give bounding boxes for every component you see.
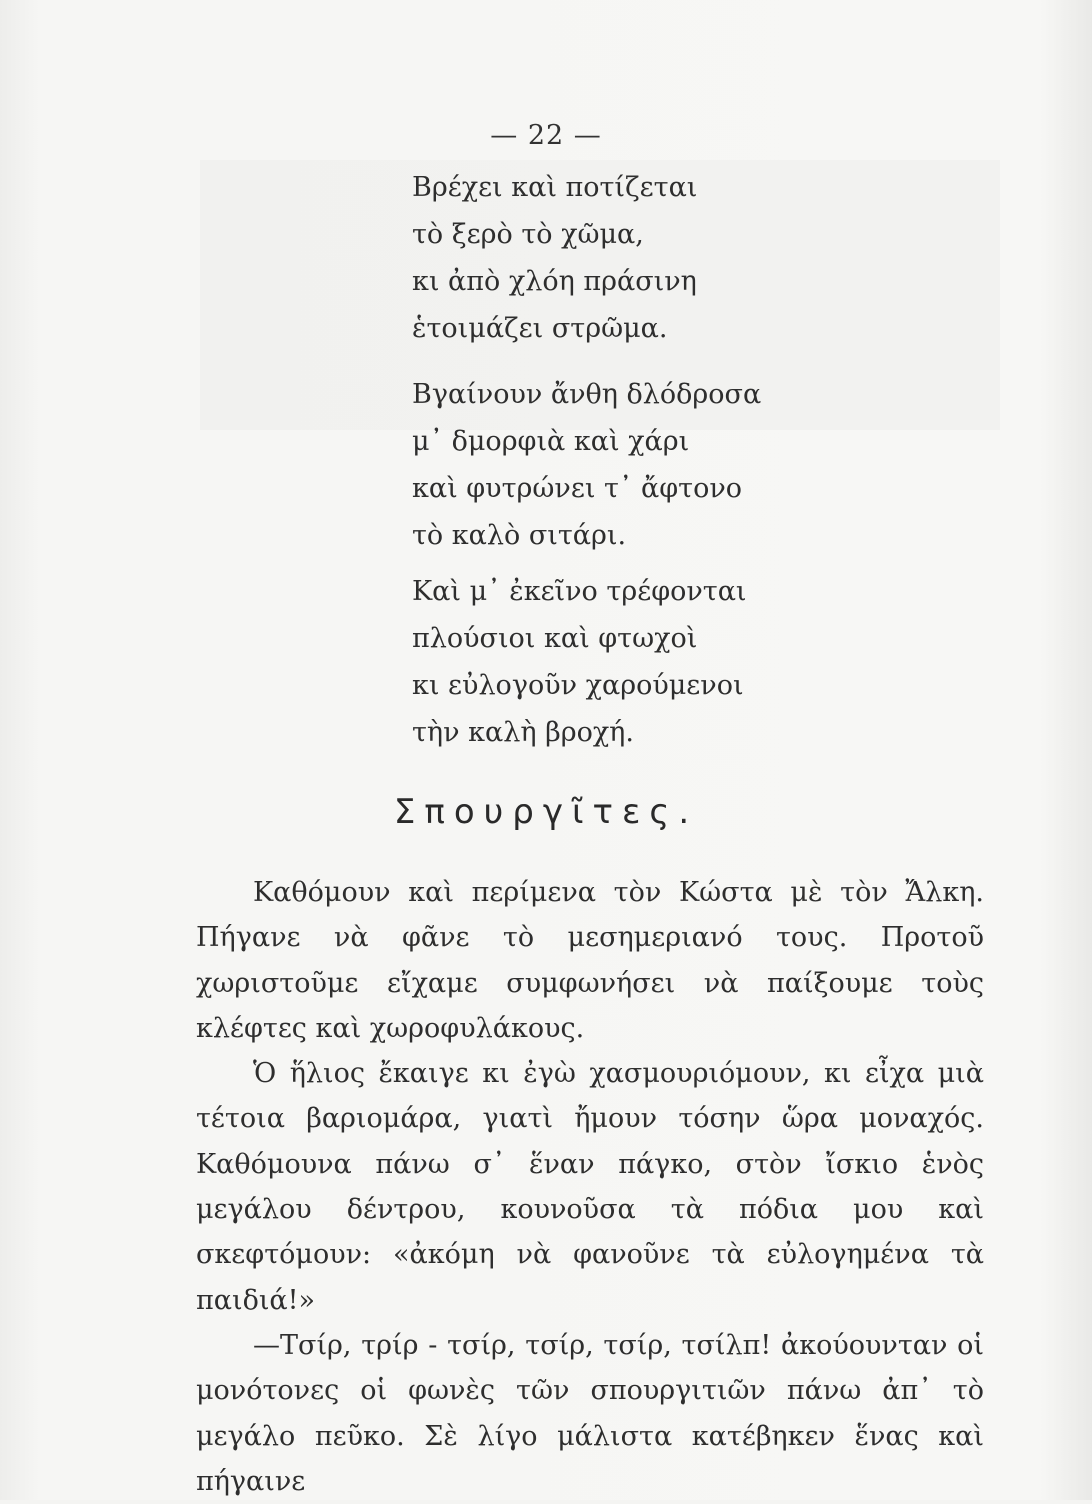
poem-line: Βγαίνουν ἄνθη δλόδροσα <box>412 379 762 410</box>
paragraph-3: —Τσίρ, τρίρ - τσίρ, τσίρ, τσίρ, τσίλπ! ἀκούουνταν οἱ μονότονες οἱ φωνὲς τῶν σπουργιτιῶν πάνω ἀπ᾽ τὸ μεγάλο πεῦκο. Σὲ λίγο μάλιστα κατέβηκεν ἕνας καὶ πήγαινε <box>196 1329 984 1497</box>
paragraph-2: Ὁ ἥλιος ἔκαιγε κι ἐγὼ χασμουριόμουν, κι εἶχα μιὰ τέτοια βαριομάρα, γιατὶ ἤμουν τόσην ὥρα μοναχός. Καθόμουνα πάνω σ᾽ ἕναν πάγκο, στὸν ἴσκιο ἑνὸς μεγάλου δέντρου, κουνοῦσα τὰ πόδια μου καὶ σκεφτόμουν: «ἀκόμη νὰ φανοῦνε τὰ εὐλογημένα τὰ παιδιά!» <box>196 1058 984 1316</box>
page-number: — 22 — <box>490 120 602 151</box>
poem-line: πλούσιοι καὶ φτωχοὶ <box>412 623 698 654</box>
poem-line: Βρέχει καὶ ποτίζεται <box>412 172 698 203</box>
poem-line: τὸ καλὸ σιτάρι. <box>412 520 627 551</box>
poem-stanza-1 <box>412 164 697 352</box>
poem-stanza-3 <box>412 568 747 756</box>
poem-stanza-2 <box>412 371 761 559</box>
poem-line: Καὶ μ᾽ ἐκεῖνο τρέφονται <box>412 576 747 607</box>
paragraph-1: Καθόμουν καὶ περίμενα τὸν Κώστα μὲ τὸν Ἄλκη. Πήγανε νὰ φᾶνε τὸ μεσημεριανό τους. Προτοῦ χωριστοῦμε εἴχαμε συμφωνήσει νὰ παίξουμε τοὺς κλέφτες καὶ χωροφυλάκους. <box>196 877 984 1044</box>
prose-body <box>196 870 984 1504</box>
section-title: Σπουργῖτες. <box>393 792 699 832</box>
poem-line: μ᾽ δμορφιὰ καὶ χάρι <box>412 426 690 457</box>
poem-line: κι εὐλογοῦν χαρούμενοι <box>412 670 744 701</box>
poem-line: ἑτοιμάζει στρῶμα. <box>412 313 668 344</box>
poem-line: τὸ ξερὸ τὸ χῶμα, <box>412 219 644 250</box>
poem-line: κι ἀπὸ χλόη πράσινη <box>412 266 697 297</box>
poem-line: τὴν καλὴ βροχή. <box>412 717 634 748</box>
poem-line: καὶ φυτρώνει τ᾽ ἄφτονο <box>412 473 743 504</box>
